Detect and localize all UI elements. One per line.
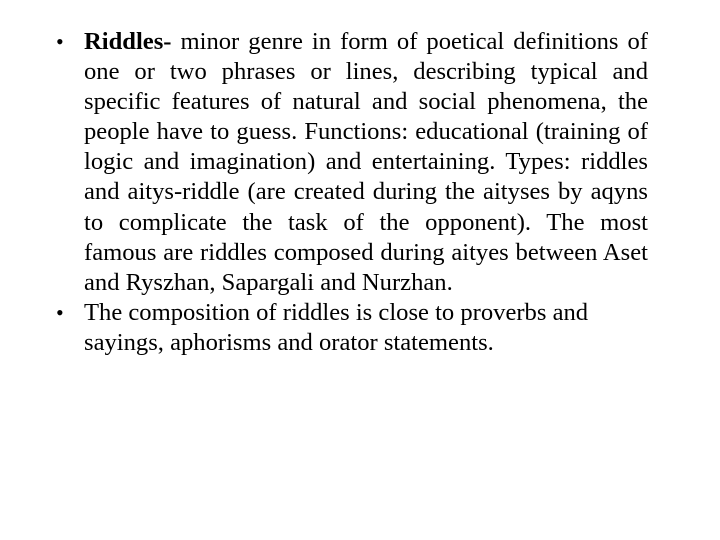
bullet-text: The composition of riddles is close to proverbs and sayings, aphorisms and orator statements. — [84, 298, 589, 356]
bullet-marker: • — [56, 299, 64, 325]
bullet-marker: • — [56, 29, 64, 54]
bullet-text: minor genre in form of poetical definitions of one or two phrases or lines, describing typical and specific features of natural and social phenomena, the people have to guess. Functions: educational (training of logic and imagination) and entertaining. Types: riddles and aitys-riddle (are created during the aityses by aqyns to complicate the task of the opponent). The most famous are riddles composed during aityes between Aset and Ryszhan, Sapargali and Nurzhan. — [84, 28, 648, 296]
bullet-item-riddles — [56, 27, 648, 298]
bullet-item-composition — [56, 298, 648, 358]
bullet-list — [56, 27, 648, 358]
term-heading: Riddles- — [84, 28, 172, 55]
